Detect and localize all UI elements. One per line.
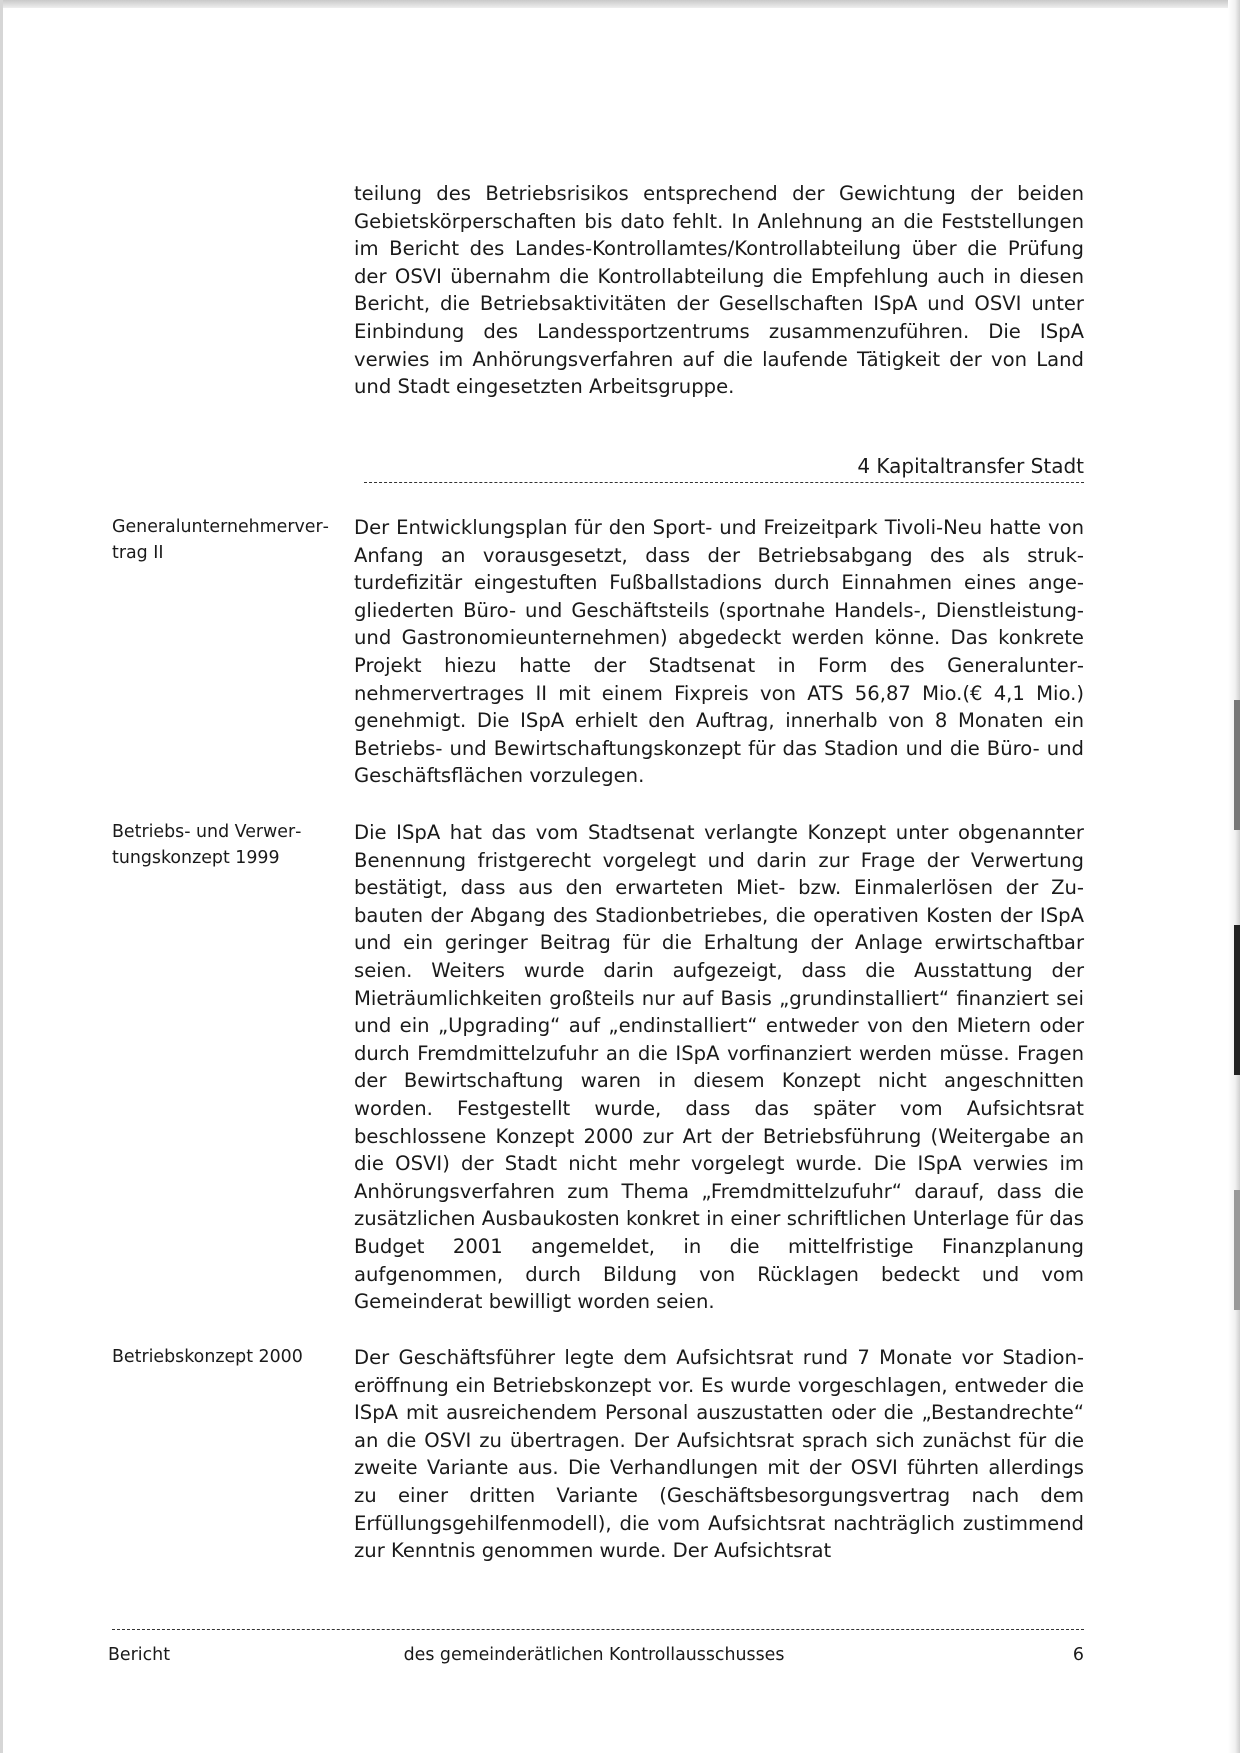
paragraph-generalunternehmervertrag: Der Entwicklungsplan für den Sport- und Freizeitpark Tivoli-Neu hatte von Anfang an vorausgesetzt, dass der Betriebsabgang des als strukturdefizitär eingestuften Fußballstadions durch Einnahmen eines angegliederten Büro- und Geschäftsteils (sportnahe Handels-, Dienstleistung- und Gastronomieunternehmen) abgedeckt werden könne. Das konkrete Projekt hiezu hatte der Stadtsenat in Form des Generalunternehmervertrages II mit einem Fixpreis von ATS 56,87 Mio.(€ 4,1 Mio.) genehmigt. Die ISpA erhielt den Auftrag, innerhalb von 8 Monaten ein Betriebs- und Bewirtschaftungskonzept für das Stadion und die Büro- und Geschäftsflächen vorzulegen.	[354, 516, 1084, 788]
footer-rule	[112, 1629, 1084, 1630]
scan-mark	[1234, 925, 1240, 1075]
footer-left: Bericht	[108, 1645, 171, 1665]
margin-label-verwertungskonzept: Betriebs- und Verwertungskonzept 1999	[112, 822, 302, 868]
page-number: 6	[1072, 1645, 1084, 1665]
paragraph-betriebskonzept: Der Geschäftsführer legte dem Aufsichtsrat rund 7 Monate vor Stadioneröffnung ein Betriebskonzept vor. Es wurde vorgeschlagen, entweder die ISpA mit ausreichendem Personal auszustatten oder die „Bestandrechte“ an die OSVI zu übertragen. Der Aufsichtsrat sprach sich zunächst für die zweite Variante aus. Die Verhandlungen mit der OSVI führten allerdings zu einer dritten Variante (Geschäftsbesorgungsvertrag nach dem Erfüllungsgehilfenmodell), die vom Aufsichtsrat nachträglich zustimmend zur Kenntnis genommen wurde. Der Aufsichtsrat	[354, 1346, 1084, 1563]
margin-label-generalunternehmervertrag: Generalunternehmervertrag II	[112, 517, 329, 563]
footer-center: des gemeinderätlichen Kontrollausschusses	[403, 1645, 785, 1665]
scan-mark	[1234, 700, 1240, 830]
scan-mark	[1234, 1190, 1240, 1310]
scan-edge-left	[0, 0, 3, 1753]
intro-paragraph: teilung des Betriebsrisikos entsprechend der Gewichtung der beiden Gebietskörperschaften bis dato fehlt. In Anlehnung an die Feststellungen im Bericht des Landes-Kontrollamtes/Kontrollabteilung über die Prüfung der OSVI übernahm die Kontrollabteilung die Empfehlung auch in diesen Bericht, die Betriebsaktivitäten der Gesellschaften ISpA und OSVI unter Einbindung des Landessportzentrums zusammenzuführen. Die ISpA verwies im Anhörungsverfahren auf die laufende Tätigkeit der von Land und Stadt eingesetzten Arbeitsgruppe.	[354, 182, 1084, 399]
scan-edge-right	[1228, 0, 1240, 1753]
paragraph-verwertungskonzept: Die ISpA hat das vom Stadtsenat verlangte Konzept unter obgenannter Benennung fristgerecht vorgelegt und darin zur Frage der Verwertung bestätigt, dass aus den erwarteten Miet- bzw. Einmalerlösen der Zubauten der Abgang des Stadionbetriebes, die operativen Kosten der ISpA und ein geringer Beitrag für die Erhaltung der Anlage erwirtschaftbar seien. Weiters wurde darin aufgezeigt, dass die Ausstattung der Mieträumlichkeiten großteils nur auf Basis „grundinstalliert“ finanziert sei und ein „Upgrading“ auf „endinstalliert“ entweder von den Mietern oder durch Fremdmittelzufuhr an die ISpA vorfinanziert werden müsse. Fragen der Bewirtschaftung waren in diesem Konzept nicht angeschnitten worden. Festgestellt wurde, dass das später vom Aufsichtsrat beschlossene Konzept 2000 zur Art der Betriebsführung (Weitergabe an die OSVI) der Stadt nicht mehr vorgelegt wurde. Die ISpA verwies im Anhörungsverfahren zum Thema „Fremdmittelzufuhr“ darauf, dass die zusätzlichen Ausbaukosten konkret in einer schriftlichen Unterlage für das Budget 2001 angemeldet, in die mittelfristige Finanzplanung aufgenommen, durch Bildung von Rücklagen bedeckt und vom Gemeinderat bewilligt worden seien.	[354, 821, 1084, 1314]
scan-edge-top	[0, 0, 1240, 8]
section-heading: 4 Kapitaltransfer Stadt	[857, 454, 1084, 478]
margin-label-betriebskonzept: Betriebskonzept 2000	[112, 1347, 303, 1367]
section-heading-rule	[364, 482, 1084, 483]
